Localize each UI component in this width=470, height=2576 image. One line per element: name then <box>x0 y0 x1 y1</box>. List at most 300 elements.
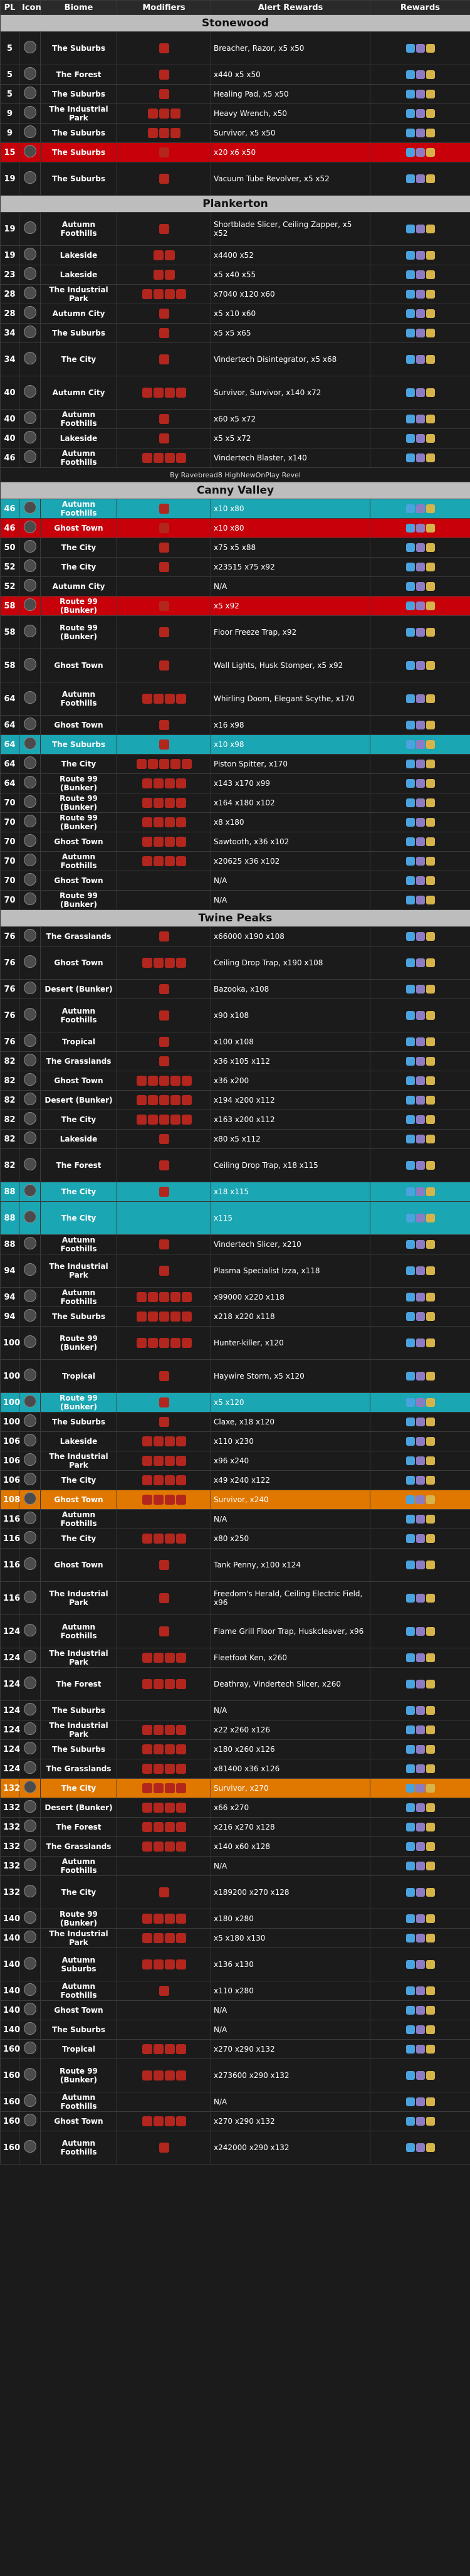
power-level: 5 <box>1 32 19 65</box>
power-level: 52 <box>1 558 19 577</box>
biome-name: The Grasslands <box>41 1052 117 1071</box>
rewards <box>370 429 470 448</box>
reward-icon <box>416 129 425 137</box>
reward-icon <box>416 44 425 53</box>
reward-icon <box>406 1476 415 1485</box>
mission-icon-cell <box>19 499 41 519</box>
rewards <box>370 558 470 577</box>
reward-icon <box>426 958 435 967</box>
reward-icon <box>426 225 435 233</box>
modifier-icon <box>165 856 175 866</box>
biome-name: The Grasslands <box>41 1759 117 1779</box>
modifiers <box>117 616 211 649</box>
reward-icon <box>416 876 425 885</box>
reward-icon <box>406 388 415 397</box>
mission-icon-cell <box>19 1837 41 1857</box>
reward-icon <box>406 1960 415 1969</box>
biome-name: The Industrial Park <box>41 1451 117 1471</box>
mission-icon <box>24 873 36 886</box>
reward-icon <box>426 1437 435 1446</box>
reward-icon <box>426 1745 435 1754</box>
alert-rewards: N/A <box>211 1857 370 1876</box>
header-row <box>1 1 470 15</box>
modifiers <box>117 871 211 891</box>
power-level: 19 <box>1 213 19 246</box>
modifier-icon <box>137 1312 147 1322</box>
modifier-icon <box>170 1115 180 1125</box>
mission-icon <box>24 691 36 704</box>
alert-rewards: Flame Grill Floor Trap, Huskcleaver, x96 <box>211 1615 370 1648</box>
reward-icon <box>426 779 435 788</box>
reward-icon <box>406 602 415 610</box>
modifiers <box>117 1432 211 1451</box>
modifier-icon <box>137 1338 147 1348</box>
biome-name: Autumn Foothills <box>41 682 117 716</box>
biome-name: Autumn Foothills <box>41 1615 117 1648</box>
biome-name: Ghost Town <box>41 2112 117 2131</box>
reward-icon <box>416 251 425 260</box>
biome-name: The Suburbs <box>41 143 117 162</box>
rewards <box>370 213 470 246</box>
modifier-icon <box>182 1292 192 1302</box>
power-level: 58 <box>1 649 19 682</box>
reward-icon <box>416 355 425 364</box>
biome-name: The Forest <box>41 1818 117 1837</box>
reward-icon <box>426 2071 435 2080</box>
modifiers <box>117 285 211 304</box>
credit-row <box>1 468 470 482</box>
modifiers <box>117 162 211 196</box>
power-level: 70 <box>1 891 19 910</box>
header-alert-rewards: Alert Rewards <box>211 1 370 15</box>
modifier-icon <box>159 627 169 637</box>
alert-rewards: x100 x108 <box>211 1032 370 1052</box>
table-row <box>1 558 470 577</box>
rewards <box>370 1929 470 1948</box>
mission-icon-cell <box>19 410 41 429</box>
modifier-icon <box>165 1914 175 1924</box>
mission-icon-cell <box>19 104 41 124</box>
rewards <box>370 1948 470 1981</box>
reward-icon <box>426 1312 435 1321</box>
mission-icon <box>24 326 36 338</box>
reward-icon <box>406 44 415 53</box>
modifier-icon <box>154 2116 164 2126</box>
modifiers <box>117 1032 211 1052</box>
alert-rewards: N/A <box>211 577 370 596</box>
biome-name: The Suburbs <box>41 1740 117 1759</box>
power-level: 64 <box>1 755 19 774</box>
mission-icon-cell <box>19 1857 41 1876</box>
alert-rewards: x80 x250 <box>211 1529 370 1549</box>
alert-rewards: x16 x98 <box>211 716 370 735</box>
mission-icon-cell <box>19 1254 41 1288</box>
reward-icon <box>406 1842 415 1851</box>
modifier-icon <box>142 694 152 704</box>
alert-rewards: x180 x260 x126 <box>211 1740 370 1759</box>
mission-icon <box>24 106 36 119</box>
alert-rewards: x7040 x120 x60 <box>211 285 370 304</box>
reward-icon <box>406 1266 415 1275</box>
reward-icon <box>426 1240 435 1249</box>
table-row <box>1 774 470 793</box>
mission-icon <box>24 2140 36 2153</box>
reward-icon <box>416 290 425 299</box>
reward-icon <box>416 1037 425 1046</box>
biome-name: Route 99 (Bunker) <box>41 774 117 793</box>
modifier-icon <box>159 1134 169 1144</box>
mission-icon-cell <box>19 558 41 577</box>
reward-icon <box>426 1764 435 1773</box>
reward-icon <box>406 355 415 364</box>
reward-icon <box>426 1934 435 1943</box>
modifier-icon <box>170 1292 180 1302</box>
mission-icon-cell <box>19 304 41 324</box>
alert-rewards: Shortblade Slicer, Ceiling Zapper, x5 x52 <box>211 213 370 246</box>
alert-rewards: x8 x180 <box>211 813 370 832</box>
mission-icon <box>24 1132 36 1144</box>
reward-icon <box>406 524 415 533</box>
modifiers <box>117 1288 211 1307</box>
table-row <box>1 1837 470 1857</box>
power-level: 70 <box>1 871 19 891</box>
reward-icon <box>406 1187 415 1196</box>
biome-name: The Suburbs <box>41 124 117 143</box>
biome-name: Autumn Foothills <box>41 2092 117 2112</box>
modifiers <box>117 410 211 429</box>
mission-icon-cell <box>19 2040 41 2059</box>
reward-icon <box>426 932 435 941</box>
table-row <box>1 85 470 104</box>
biome-name: Autumn City <box>41 376 117 410</box>
mission-icon <box>24 1911 36 1924</box>
reward-icon <box>426 1476 435 1485</box>
modifiers <box>117 65 211 85</box>
modifier-icon <box>170 1095 180 1105</box>
reward-icon <box>406 694 415 703</box>
biome-name: Ghost Town <box>41 832 117 852</box>
table-row <box>1 1071 470 1091</box>
rewards <box>370 891 470 910</box>
biome-name: Autumn Foothills <box>41 1288 117 1307</box>
mission-icon <box>24 1453 36 1466</box>
alert-rewards: Sawtooth, x36 x102 <box>211 832 370 852</box>
alert-rewards: x194 x200 x112 <box>211 1091 370 1110</box>
modifier-icon <box>159 224 169 234</box>
modifiers <box>117 213 211 246</box>
biome-name: Ghost Town <box>41 649 117 682</box>
power-level: 40 <box>1 410 19 429</box>
modifier-icon <box>165 2070 175 2080</box>
modifier-icon <box>154 1456 164 1466</box>
modifier-icon <box>159 1010 169 1020</box>
power-level: 124 <box>1 1701 19 1720</box>
mission-icon <box>24 658 36 671</box>
modifier-icon <box>165 958 175 968</box>
biome-name: Desert (Bunker) <box>41 1091 117 1110</box>
reward-icon <box>406 1135 415 1143</box>
modifiers <box>117 1818 211 1837</box>
reward-icon <box>406 1214 415 1222</box>
modifier-icon <box>159 562 169 572</box>
modifiers <box>117 1798 211 1818</box>
alert-rewards: Survivor, x240 <box>211 1490 370 1510</box>
reward-icon <box>416 2097 425 2106</box>
alert-rewards: x143 x170 x99 <box>211 774 370 793</box>
table-row <box>1 1648 470 1668</box>
reward-icon <box>416 1986 425 1995</box>
reward-icon <box>406 985 415 994</box>
alert-rewards: x440 x5 x50 <box>211 65 370 85</box>
reward-icon <box>406 1934 415 1943</box>
mission-icon <box>24 125 36 138</box>
alert-rewards: x10 x98 <box>211 735 370 755</box>
mission-icon <box>24 834 36 847</box>
rewards <box>370 1288 470 1307</box>
reward-icon <box>416 1960 425 1969</box>
modifier-icon <box>154 1783 164 1793</box>
table-row <box>1 538 470 558</box>
reward-icon <box>426 1057 435 1066</box>
mission-icon-cell <box>19 2020 41 2040</box>
biome-name: The City <box>41 1110 117 1130</box>
modifier-icon <box>159 70 169 80</box>
table-row <box>1 2131 470 2165</box>
modifier-icon <box>148 109 158 119</box>
mission-icon <box>24 267 36 280</box>
table-row <box>1 813 470 832</box>
modifiers <box>117 980 211 999</box>
modifiers <box>117 716 211 735</box>
mission-icon <box>24 1290 36 1302</box>
reward-icon <box>416 985 425 994</box>
alert-rewards: x96 x240 <box>211 1451 370 1471</box>
reward-icon <box>426 1680 435 1688</box>
power-level: 52 <box>1 577 19 596</box>
modifier-icon <box>182 1338 192 1348</box>
reward-icon <box>406 1823 415 1831</box>
power-level: 160 <box>1 2059 19 2092</box>
mission-icon-cell <box>19 1740 41 1759</box>
modifier-icon <box>154 2070 164 2080</box>
reward-icon <box>416 582 425 591</box>
modifier-icon <box>142 798 152 808</box>
reward-icon <box>406 1437 415 1446</box>
modifier-icon <box>159 1312 169 1322</box>
reward-icon <box>406 174 415 183</box>
modifiers <box>117 2131 211 2165</box>
reward-icon <box>406 2071 415 2080</box>
modifiers <box>117 1529 211 1549</box>
rewards <box>370 793 470 813</box>
modifier-icon <box>154 1725 164 1735</box>
reward-icon <box>426 1862 435 1870</box>
rewards <box>370 1052 470 1071</box>
mission-icon <box>24 1957 36 1969</box>
table-row <box>1 1510 470 1529</box>
mission-icon-cell <box>19 124 41 143</box>
modifier-icon <box>159 1095 169 1105</box>
table-row <box>1 499 470 519</box>
rewards <box>370 2040 470 2059</box>
table-row <box>1 65 470 85</box>
modifier-icon <box>142 1475 152 1485</box>
rewards <box>370 32 470 65</box>
mission-icon-cell <box>19 832 41 852</box>
reward-icon <box>406 434 415 443</box>
reward-icon <box>426 415 435 423</box>
rewards <box>370 538 470 558</box>
alert-rewards: x18 x115 <box>211 1182 370 1202</box>
alert-rewards: x136 x130 <box>211 1948 370 1981</box>
header-biome: Biome <box>41 1 117 15</box>
table-row <box>1 1360 470 1393</box>
modifier-icon <box>176 1842 186 1852</box>
table-row <box>1 1393 470 1413</box>
modifier-icon <box>142 2116 152 2126</box>
power-level: 50 <box>1 538 19 558</box>
modifier-icon <box>176 1933 186 1943</box>
modifier-icon <box>148 1095 158 1105</box>
biome-name: The Suburbs <box>41 735 117 755</box>
power-level: 132 <box>1 1818 19 1837</box>
biome-name: The Forest <box>41 1668 117 1701</box>
modifier-icon <box>176 1783 186 1793</box>
rewards <box>370 1327 470 1360</box>
reward-icon <box>416 694 425 703</box>
power-level: 64 <box>1 682 19 716</box>
modifiers <box>117 774 211 793</box>
reward-icon <box>426 857 435 866</box>
reward-icon <box>416 1862 425 1870</box>
modifier-icon <box>176 1744 186 1754</box>
rewards <box>370 596 470 616</box>
biome-name: Route 99 (Bunker) <box>41 1393 117 1413</box>
table-row <box>1 1091 470 1110</box>
power-level: 160 <box>1 2092 19 2112</box>
modifier-icon <box>142 1842 152 1852</box>
modifier-icon <box>159 1397 169 1407</box>
reward-icon <box>426 1495 435 1504</box>
reward-icon <box>406 1764 415 1773</box>
reward-icon <box>416 1076 425 1085</box>
reward-icon <box>406 876 415 885</box>
modifier-icon <box>137 1115 147 1125</box>
biome-name: Route 99 (Bunker) <box>41 891 117 910</box>
mission-icon <box>24 1414 36 1427</box>
modifier-icon <box>142 388 152 398</box>
biome-name: The Industrial Park <box>41 1929 117 1948</box>
reward-icon <box>406 1398 415 1407</box>
modifier-icon <box>165 1534 175 1544</box>
rewards <box>370 1451 470 1471</box>
reward-icon <box>426 129 435 137</box>
reward-icon <box>406 818 415 827</box>
rewards <box>370 304 470 324</box>
reward-icon <box>426 1076 435 1085</box>
biome-name: Autumn Foothills <box>41 1510 117 1529</box>
table-row <box>1 1110 470 1130</box>
mission-icon-cell <box>19 735 41 755</box>
mission-icon-cell <box>19 162 41 196</box>
reward-icon <box>416 1706 425 1715</box>
mission-icon-cell <box>19 1360 41 1393</box>
power-level: 116 <box>1 1549 19 1582</box>
power-level: 19 <box>1 162 19 196</box>
rewards <box>370 813 470 832</box>
reward-icon <box>426 1725 435 1734</box>
modifier-icon <box>159 1593 169 1603</box>
modifier-icon <box>165 1744 175 1754</box>
power-level: 34 <box>1 343 19 376</box>
mission-icon-cell <box>19 2131 41 2165</box>
mission-icon <box>24 1034 36 1047</box>
rewards <box>370 162 470 196</box>
modifier-icon <box>154 856 164 866</box>
modifier-icon <box>176 837 186 847</box>
modifier-icon <box>170 128 180 138</box>
reward-icon <box>406 1011 415 1020</box>
modifiers <box>117 1701 211 1720</box>
biome-name: Tropical <box>41 1360 117 1393</box>
modifiers <box>117 1327 211 1360</box>
rewards <box>370 649 470 682</box>
mission-icon-cell <box>19 682 41 716</box>
power-level: 82 <box>1 1130 19 1149</box>
section-title: Canny Valley <box>1 482 470 499</box>
biome-name: Ghost Town <box>41 716 117 735</box>
reward-icon <box>426 90 435 98</box>
rewards <box>370 616 470 649</box>
modifier-icon <box>159 1056 169 1066</box>
alert-rewards: Whirling Doom, Elegant Scythe, x170 <box>211 682 370 716</box>
biome-name: The Forest <box>41 1149 117 1182</box>
table-row <box>1 1413 470 1432</box>
rewards <box>370 852 470 871</box>
reward-icon <box>416 1293 425 1301</box>
reward-icon <box>426 1515 435 1524</box>
mission-icon-cell <box>19 1582 41 1615</box>
alert-rewards: x36 x200 <box>211 1071 370 1091</box>
modifier-icon <box>159 739 169 750</box>
table-row <box>1 143 470 162</box>
power-level: 9 <box>1 104 19 124</box>
modifier-icon <box>142 856 152 866</box>
power-level: 140 <box>1 1929 19 1948</box>
mission-icon <box>24 1983 36 1996</box>
biome-name: Lakeside <box>41 246 117 265</box>
reward-icon <box>416 602 425 610</box>
biome-name: The City <box>41 755 117 774</box>
reward-icon <box>426 1823 435 1831</box>
modifier-icon <box>154 453 164 463</box>
rewards <box>370 2092 470 2112</box>
mission-icon-cell <box>19 616 41 649</box>
mission-icon-cell <box>19 716 41 735</box>
reward-icon <box>406 1745 415 1754</box>
modifiers <box>117 577 211 596</box>
mission-icon-cell <box>19 1929 41 1948</box>
reward-icon <box>426 1803 435 1812</box>
reward-icon <box>426 1011 435 1020</box>
mission-icon-cell <box>19 852 41 871</box>
reward-icon <box>406 1115 415 1124</box>
table-row <box>1 1668 470 1701</box>
reward-icon <box>406 760 415 768</box>
rewards <box>370 1130 470 1149</box>
alert-rewards: Haywire Storm, x5 x120 <box>211 1360 370 1393</box>
modifiers <box>117 1235 211 1254</box>
